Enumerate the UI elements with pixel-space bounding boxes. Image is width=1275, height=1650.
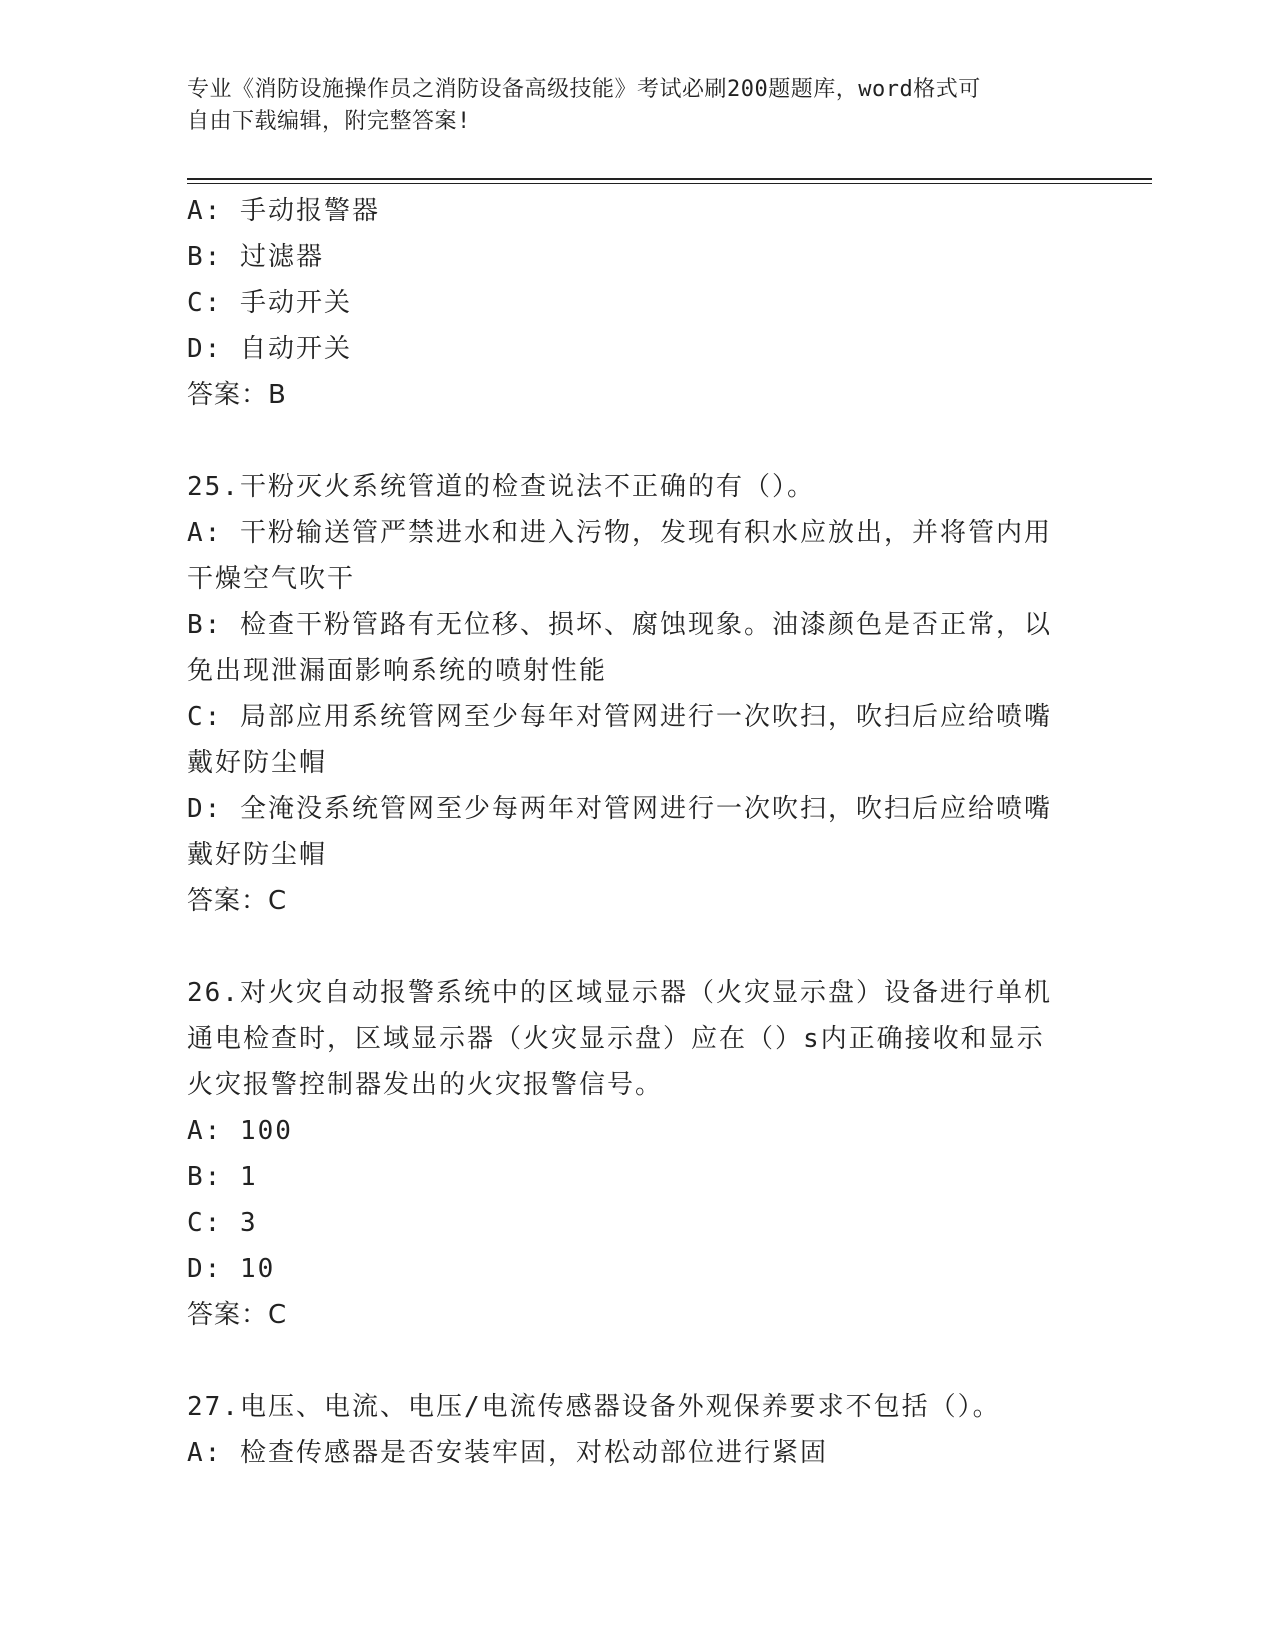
option-b: B: 过滤器 — [187, 242, 324, 272]
option-d-cont: 戴好防尘帽 — [187, 840, 328, 870]
spacer — [187, 1338, 1087, 1384]
option-b-cont: 免出现泄漏面影响系统的喷射性能 — [187, 656, 608, 686]
option-c-cont: 戴好防尘帽 — [187, 748, 328, 778]
option-a: A: 100 — [187, 1116, 293, 1146]
option-a: A: 手动报警器 — [187, 196, 380, 226]
document-header — [187, 74, 1067, 138]
answer: 答案：B — [187, 380, 287, 410]
option-a-cont: 干燥空气吹干 — [187, 564, 356, 594]
option-c: C: 3 — [187, 1208, 258, 1238]
header-line-2: 自由下载编辑，附完整答案! — [187, 109, 471, 134]
question-25 — [187, 464, 1087, 924]
header-divider-thick — [187, 178, 1152, 180]
question-stem-line-1: 26.对火灾自动报警系统中的区域显示器（火灾显示盘）设备进行单机 — [187, 978, 1052, 1008]
question-24 — [187, 188, 1087, 418]
option-b: B: 检查干粉管路有无位移、损坏、腐蚀现象。油漆颜色是否正常，以 — [187, 610, 1052, 640]
question-26 — [187, 970, 1087, 1338]
header-line-1: 专业《消防设施操作员之消防设备高级技能》考试必刷200题题库，word格式可 — [187, 77, 981, 102]
answer: 答案：C — [187, 886, 288, 916]
option-a: A: 干粉输送管严禁进水和进入污物，发现有积水应放出，并将管内用 — [187, 518, 1052, 548]
question-27 — [187, 1384, 1087, 1476]
option-d: D: 10 — [187, 1254, 276, 1284]
option-b: B: 1 — [187, 1162, 258, 1192]
question-stem-line-3: 火灾报警控制器发出的火灾报警信号。 — [187, 1070, 664, 1100]
option-c: C: 手动开关 — [187, 288, 352, 318]
question-stem: 25.干粉灭火系统管道的检查说法不正确的有（）。 — [187, 472, 815, 502]
spacer — [187, 418, 1087, 464]
option-c: C: 局部应用系统管网至少每年对管网进行一次吹扫，吹扫后应给喷嘴 — [187, 702, 1052, 732]
answer: 答案：C — [187, 1300, 288, 1330]
question-list — [187, 188, 1087, 1476]
spacer — [187, 924, 1087, 970]
option-d: D: 自动开关 — [187, 334, 352, 364]
option-d: D: 全淹没系统管网至少每两年对管网进行一次吹扫，吹扫后应给喷嘴 — [187, 794, 1052, 824]
header-divider-thin — [187, 183, 1152, 184]
question-stem-line-2: 通电检查时，区域显示器（火灾显示盘）应在（）s内正确接收和显示 — [187, 1024, 1045, 1054]
option-a: A: 检查传感器是否安装牢固，对松动部位进行紧固 — [187, 1438, 828, 1468]
question-stem: 27.电压、电流、电压/电流传感器设备外观保养要求不包括（）。 — [187, 1392, 1001, 1422]
